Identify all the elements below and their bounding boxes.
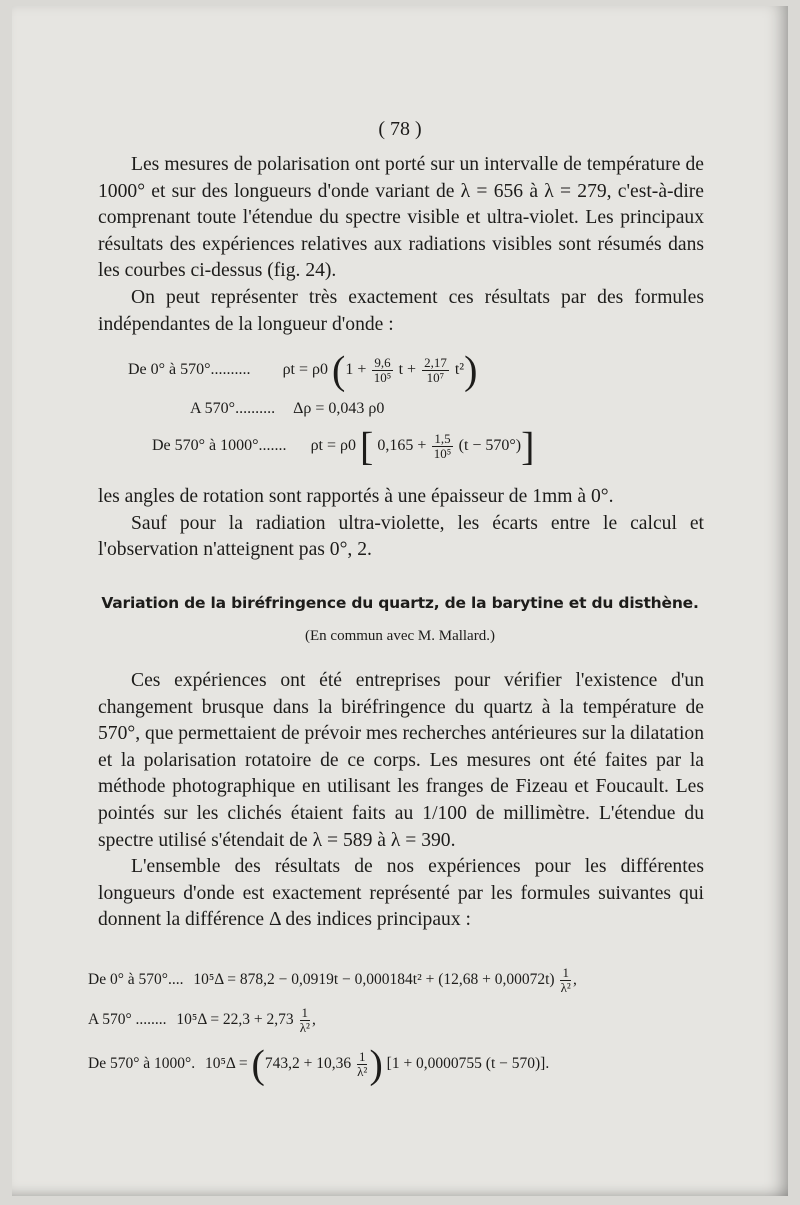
- formula-label: A 570° ........: [88, 1011, 167, 1029]
- formula-constant: 0,165 +: [377, 437, 427, 455]
- formula-rotation-0-570: De 0° à 570°.......... ρt = ρ0 (1 + $\frac{9,6}{\text{10⁵}}$ t + $\frac{2,17}{\text{10⁷}}$ t²): [128, 347, 478, 393]
- paragraph-5: Ces expériences ont été entreprises pour vérifier l'existence d'un changement brusque dans la biréfringence du quartz à la température de 570°, que permettaient de prévoir mes recherches antérieures sur la dilatation et la polarisation rotatoire de ce corps. Les mesures ont été faites par la méthode photographique en utilisant les franges de Fizeau et Foucault. Les pointés sur les clichés étaient faits au 1/100 de millimètre. L'étendue du spectre utilisé s'étendait de λ = 589 à λ = 390.: [98, 670, 704, 851]
- formula-body: 10⁵Δ = 22,3 + 2,73: [176, 1011, 294, 1029]
- paragraph-3: les angles de rotation sont rapportés à une épaisseur de 1mm à 0°.: [98, 486, 614, 507]
- fraction-b: $\frac{2,17}{\text{10⁷}}$: [424, 355, 447, 385]
- formula-label: A 570°..........: [190, 400, 276, 417]
- paren-close: ): [464, 347, 478, 393]
- paren-open: (: [332, 347, 346, 393]
- formula-body: 10⁵Δ = 878,2 − 0,0919t − 0,000184t² + (12,68 + 0,00072t): [193, 971, 555, 989]
- page-number: ( 78 ): [378, 118, 422, 140]
- formula-label: De 570° à 1000°.: [88, 1055, 196, 1073]
- fraction-one-over-lambda2: $\frac{1}{\text{λ²}}$: [299, 1005, 310, 1035]
- fraction-a: $\frac{9,6}{\text{10⁵}}$: [373, 355, 392, 385]
- formula-lhs: ρt = ρ0: [282, 361, 328, 379]
- formula-tail: (t − 570°): [458, 437, 522, 455]
- paragraph-birefringence: [98, 668, 704, 934]
- section-heading: Variation de la biréfringence du quartz, de la barytine et du disthène.: [101, 594, 699, 612]
- formula-label: De 0° à 570°....: [88, 971, 184, 989]
- formula-lhs: 10⁵Δ =: [204, 1055, 248, 1073]
- formula-label: De 570° à 1000°.......: [152, 437, 287, 455]
- bracket-close: ]: [521, 423, 535, 469]
- paragraph-4: Sauf pour la radiation ultra-violette, les écarts entre le calcul et l'observation n'atteignent pas 0°, 2.: [98, 512, 704, 561]
- section-subheading: (En commun avec M. Mallard.): [305, 628, 495, 644]
- paragraph-1: Les mesures de polarisation ont porté sur un intervalle de température de 1000° et sur des longueurs d'onde variant de λ = 656 à λ = 279, c'est-à-dire comprenant toute l'étendue du spectre visible et ultra-violet. Les principaux résultats des expériences relatives aux radiations visibles sont résumés dans les courbes ci-dessus (fig. 24).: [98, 154, 704, 282]
- formula-lhs: ρt = ρ0: [310, 437, 356, 455]
- formula-label: De 0° à 570°..........: [128, 361, 251, 379]
- formula-birefringence-570: A 570° ........ 10⁵Δ = 22,3 + 2,73 $\frac{1}{\text{λ²}}$ ,: [88, 1005, 316, 1035]
- formula-jump-570: [190, 400, 384, 418]
- book-page: [12, 6, 788, 1196]
- fraction-one-over-lambda2: $\frac{1}{\text{λ²}}$: [560, 965, 571, 995]
- formula-rotation-570-1000: [152, 423, 535, 469]
- formula-birefringence-570-1000: [88, 1041, 550, 1087]
- paragraph-2: On peut représenter très exactement ces résultats par des formules indépendantes de la longueur d'onde :: [98, 286, 704, 335]
- bracket-open: [: [360, 423, 374, 469]
- paren-close: ): [369, 1041, 383, 1087]
- formula-rhs: Δρ = 0,043 ρ0: [293, 400, 385, 417]
- paragraph-polarisation: [98, 152, 704, 338]
- fraction-c: $\frac{1,5}{\text{10⁵}}$: [433, 431, 452, 461]
- formula-birefringence-0-570: De 0° à 570°.... 10⁵Δ = 878,2 − 0,0919t − 0,000184t² + (12,68 + 0,00072t) $\frac{1}{\text{λ²}}$ ,: [88, 965, 577, 995]
- paragraph-6: L'ensemble des résultats de nos expériences pour les différentes longueurs d'onde est exactement représenté par les formules suivantes qui donnent la différence Δ des indices principaux :: [98, 856, 704, 931]
- paren-open: (: [251, 1041, 265, 1087]
- formula-tail: [1 + 0,0000755 (t − 570)].: [386, 1055, 550, 1073]
- paragraph-rotation-notes: [98, 484, 704, 564]
- formula-inner: 743,2 + 10,36: [264, 1055, 352, 1073]
- fraction-one-over-lambda2: $\frac{1}{\text{λ²}}$: [357, 1049, 368, 1079]
